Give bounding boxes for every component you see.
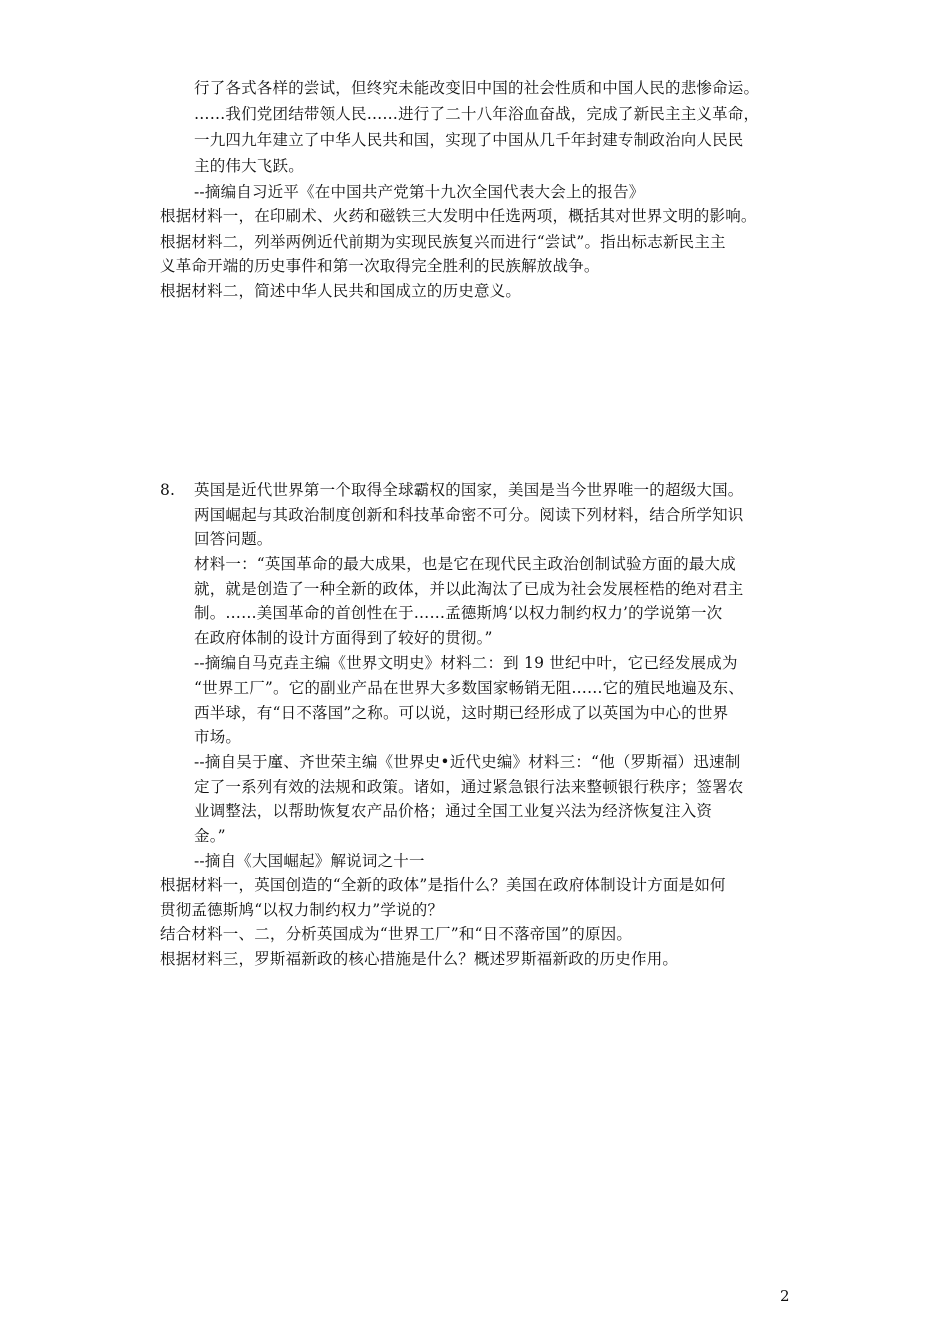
question-line: 根据材料一，英国创造的“全新的政体”是指什么？美国在政府体制设计方面是如何 <box>160 876 726 894</box>
material-line: 在政府体制的设计方面得到了较好的贯彻。” <box>194 629 493 647</box>
material-line: 材料一：“英国革命的最大成果，也是它在现代民主政治创制试验方面的最大成 <box>194 555 736 573</box>
material-line: ……我们党团结带领人民……进行了二十八年浴血奋战，完成了新民主主义革命， <box>194 105 760 123</box>
material-line: 制。……美国革命的首创性在于……孟德斯鸠‘以权力制约权力’的学说第一次 <box>194 604 723 622</box>
source-citation: --摘自吴于廑、齐世荣主编《世界史•近代史编》材料三：“他（罗斯福）迅速制 <box>194 753 741 771</box>
material-line: 业调整法，以帮助恢复农产品价格；通过全国工业复兴法为经济恢复注入资 <box>194 802 713 820</box>
material-line: 金。” <box>194 827 226 845</box>
question-line: 根据材料二，简述中华人民共和国成立的历史意义。 <box>160 282 522 300</box>
page-number: 2 <box>780 1287 790 1305</box>
source-citation: --摘自《大国崛起》解说词之十一 <box>194 852 425 870</box>
material-line: 一九四九年建立了中华人民共和国，实现了中国从几千年封建专制政治向人民民 <box>194 131 744 149</box>
question-line: 贯彻孟德斯鸠“以权力制约权力”学说的？ <box>160 901 444 919</box>
question-line: 结合材料一、二，分析英国成为“世界工厂”和“日不落帝国”的原因。 <box>160 925 633 943</box>
material-line: 主的伟大飞跃。 <box>194 157 304 175</box>
question-stem-line: 英国是近代世界第一个取得全球霸权的国家，美国是当今世界唯一的超级大国。 <box>194 481 744 499</box>
question-line: 根据材料二，列举两例近代前期为实现民族复兴而进行“尝试”。指出标志新民主主 <box>160 233 726 251</box>
question-line: 根据材料三，罗斯福新政的核心措施是什么？概述罗斯福新政的历史作用。 <box>160 950 679 968</box>
material-line: 行了各式各样的尝试，但终究未能改变旧中国的社会性质和中国人民的悲惨命运。 <box>194 79 760 97</box>
question-stem-line: 两国崛起与其政治制度创新和科技革命密不可分。阅读下列材料，结合所学知识 <box>194 506 744 524</box>
question-line: 根据材料一，在印刷术、火药和磁铁三大发明中任选两项，概括其对世界文明的影响。 <box>160 207 757 225</box>
material-line: 定了一系列有效的法规和政策。诸如，通过紧急银行法来整顿银行秩序；签署农 <box>194 778 744 796</box>
question-stem-line: 回答问题。 <box>194 530 273 548</box>
source-citation: --摘编自习近平《在中国共产党第十九次全国代表大会上的报告》 <box>194 183 645 201</box>
question-line: 义革命开端的历史事件和第一次取得完全胜利的民族解放战争。 <box>160 257 600 275</box>
material-line: 市场。 <box>194 728 242 746</box>
material-line: “世界工厂”。它的副业产品在世界大多数国家畅销无阻……它的殖民地遍及东、 <box>194 679 745 697</box>
material-line: 西半球，有“日不落国”之称。可以说，这时期已经形成了以英国为中心的世界 <box>194 704 729 722</box>
question-number: 8. <box>160 481 176 499</box>
source-citation: --摘编自马克垚主编《世界文明史》材料二：到 19 世纪中叶，它已经发展成为 <box>194 654 738 672</box>
material-line: 就，就是创造了一种全新的政体，并以此淘汰了已成为社会发展桎梏的绝对君主 <box>194 580 744 598</box>
